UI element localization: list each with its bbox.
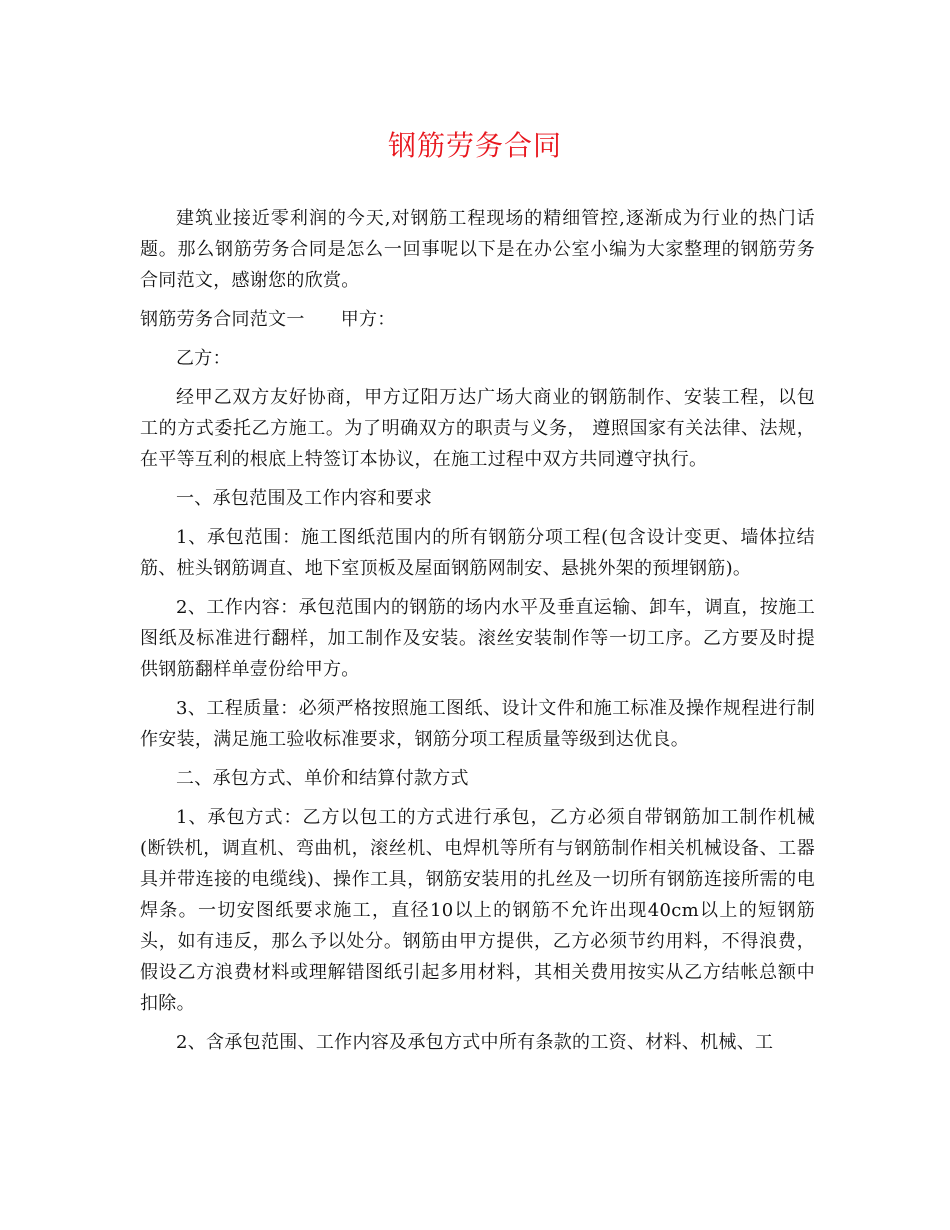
section-1-item-1: 1、承包范围：施工图纸范围内的所有钢筋分项工程(包含设计变更、墙体拉结筋、桩头钢筋调直、地下室顶板及屋面钢筋网制安、悬挑外架的预埋钢筋)。	[140, 527, 815, 579]
section-2-item-2: 2、含承包范围、工作内容及承包方式中所有条款的工资、材料、机械、工	[176, 1032, 774, 1053]
intro-paragraph: 建筑业接近零利润的今天,对钢筋工程现场的精细管控,逐渐成为行业的热门话题。那么钢筋劳务合同是怎么一回事呢以下是在办公室小编为大家整理的钢筋劳务合同范文，感谢您的欣赏。	[140, 208, 815, 291]
section-2-item-1: 1、承包方式：乙方以包工的方式进行承包，乙方必须自带钢筋加工制作机械(断铁机，调直机、弯曲机，滚丝机、电焊机等所有与钢筋制作相关机械设备、工器具并带连接的电缆线)、操作工具，钢筋安装用的扎丝及一切所有钢筋连接所需的电焊条。一切安图纸要求施工，直径10以上的钢筋不允许出现40cm以上的短钢筋头，如有违反，那么予以处分。钢筋由甲方提供，乙方必须节约用料，不得浪费，假设乙方浪费材料或理解错图纸引起多用材料，其相关费用按实从乙方结帐总额中扣除。	[140, 807, 815, 1014]
section-2-heading: 二、承包方式、单价和结算付款方式	[176, 768, 469, 789]
preamble-paragraph: 经甲乙双方友好协商，甲方辽阳万达广场大商业的钢筋制作、安装工程，以包工的方式委托乙方施工。为了明确双方的职责与义务， 遵照国家有关法律、法规，在平等互利的根底上特签订本协议，在施工过程中双方共同遵守执行。	[140, 387, 815, 470]
document-title: 钢筋劳务合同	[387, 129, 562, 162]
section-1-heading: 一、承包范围及工作内容和要求	[176, 488, 433, 509]
sample-heading: 钢筋劳务合同范文一	[140, 309, 305, 330]
section-1-item-2: 2、工作内容：承包范围内的钢筋的场内水平及垂直运输、卸车，调直，按施工图纸及标准进行翻样，加工制作及安装。滚丝安装制作等一切工序。乙方要及时提供钢筋翻样单壹份给甲方。	[140, 597, 815, 680]
sample-heading-line	[140, 304, 815, 335]
party-a-label: 甲方：	[340, 309, 396, 330]
section-1-item-3: 3、工程质量：必须严格按照施工图纸、设计文件和施工标准及操作规程进行制作安装，满足施工验收标准要求，钢筋分项工程质量等级到达优良。	[140, 698, 815, 750]
document-body	[140, 203, 815, 1066]
party-b-label: 乙方：	[176, 348, 231, 369]
